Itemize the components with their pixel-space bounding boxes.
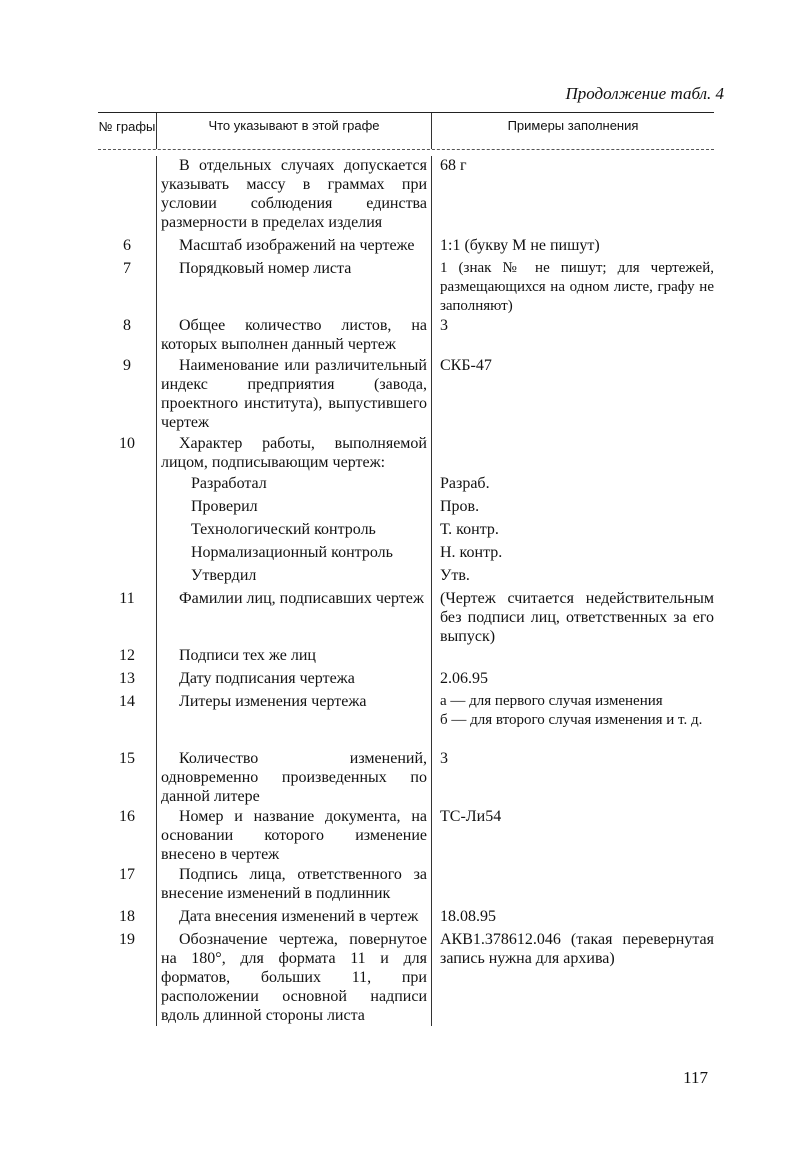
- table-row: [98, 646, 714, 669]
- row-example: 3: [440, 317, 448, 334]
- row-description: Подпись лица, ответственного за внесение изменений в подлинник: [156, 865, 432, 907]
- row-example: Н. контр.: [440, 544, 503, 561]
- example-line-2: б — для второго случая изменения и т. д.: [440, 712, 703, 728]
- row-number: [98, 474, 156, 497]
- header-col-what: Что указывают в этой графе: [156, 113, 431, 149]
- row-description: Разработал: [156, 474, 432, 497]
- table-row: [98, 692, 714, 749]
- row-example: [432, 692, 714, 749]
- table-row: [98, 865, 714, 907]
- row-number: 16: [119, 808, 135, 825]
- row-example: СКБ-47: [440, 357, 492, 374]
- row-number: 10: [119, 435, 135, 452]
- row-number: [98, 520, 156, 543]
- row-description: Номер и название документа, на основании которого изменение внесено в чертеж: [156, 807, 432, 865]
- row-description: Нормализационный контроль: [156, 543, 432, 566]
- row-example: Т. контр.: [440, 521, 499, 538]
- row-example: 1:1 (букву М не пишут): [440, 237, 600, 254]
- row-example: 3: [440, 750, 448, 767]
- row-number: 9: [123, 357, 131, 374]
- table-caption: Продолжение табл. 4: [565, 84, 724, 103]
- data-table: [98, 112, 714, 1026]
- table-row: [98, 669, 714, 692]
- table-body: [98, 156, 714, 1026]
- table-row: [98, 543, 714, 566]
- row-description: Количество изменений, одновременно произведенных по данной литере: [156, 749, 432, 807]
- table-row: [98, 316, 714, 356]
- row-description: Общее количество листов, на которых выполнен данный чертеж: [156, 316, 432, 356]
- row-example: [432, 646, 714, 669]
- row-description: Литеры изменения чертежа: [156, 692, 432, 749]
- table-row: [98, 930, 714, 1026]
- table-row: [98, 236, 714, 259]
- row-example: Утв.: [440, 567, 470, 584]
- table-row: [98, 156, 714, 236]
- row-description: Подписи тех же лиц: [156, 646, 432, 669]
- row-number: 6: [123, 237, 131, 254]
- row-description: Проверил: [156, 497, 432, 520]
- table-row: [98, 474, 714, 497]
- row-description: Масштаб изображений на чертеже: [156, 236, 432, 259]
- row-example: Разраб.: [440, 475, 490, 492]
- table-row: [98, 259, 714, 316]
- page-number: 117: [683, 1068, 708, 1087]
- row-number: [98, 156, 156, 236]
- row-description: Дату подписания чертежа: [156, 669, 432, 692]
- table-row: [98, 520, 714, 543]
- table-row: [98, 589, 714, 646]
- row-number: [98, 566, 156, 589]
- table-row: [98, 907, 714, 930]
- row-description: Фамилии лиц, подписавших чертеж: [156, 589, 432, 646]
- row-example: 2.06.95: [440, 670, 488, 687]
- row-number: [98, 543, 156, 566]
- row-example: [432, 434, 714, 474]
- table-row: [98, 434, 714, 474]
- row-description: Утвердил: [156, 566, 432, 589]
- row-example: 18.08.95: [440, 908, 496, 925]
- row-number: 12: [119, 647, 135, 664]
- row-number: [98, 497, 156, 520]
- row-description: Дата внесения изменений в чертеж: [156, 907, 432, 930]
- table-row: [98, 356, 714, 434]
- row-number: 7: [123, 260, 131, 277]
- row-example: Пров.: [440, 498, 480, 515]
- table-header: [98, 113, 714, 150]
- header-col-number: № графы: [98, 119, 156, 134]
- row-number: 14: [119, 693, 135, 710]
- row-description: Наименование или различительный индекс предприятия (завода, проектного института), выпустившего чертеж: [156, 356, 432, 434]
- table-row: [98, 566, 714, 589]
- example-line-1: а — для первого случая изменения: [440, 693, 663, 709]
- header-col-example: Примеры заполнения: [431, 113, 714, 149]
- row-number: 13: [119, 670, 135, 687]
- row-number: 8: [123, 317, 131, 334]
- table-row: [98, 497, 714, 520]
- row-description: В отдельных случаях допускается указывать массу в граммах при условии соблюдения единства размерности в пределах изделия: [156, 156, 432, 236]
- row-example: [432, 865, 714, 907]
- row-example: ТС-Ли54: [440, 808, 502, 825]
- row-number: 19: [119, 931, 135, 948]
- row-description: Порядковый номер листа: [156, 259, 432, 316]
- row-number: 15: [119, 750, 135, 767]
- row-description: Обозначение чертежа, повернутое на 180°, для формата 11 и для форматов, больших 11, при расположении основной надписи вдоль длинной стороны листа: [156, 930, 432, 1026]
- row-example: 1 (знак № не пишут; для чертежей, размещающихся на одном листе, графу не заполняют): [440, 260, 714, 314]
- row-example: АКВ1.378612.046 (такая перевернутая запись нужна для архива): [440, 931, 714, 967]
- table-row: [98, 749, 714, 807]
- row-description: Технологический контроль: [156, 520, 432, 543]
- row-description: Характер работы, выполняемой лицом, подписывающим чертеж:: [156, 434, 432, 474]
- row-number: 17: [119, 866, 135, 883]
- row-example: (Чертеж считается недействительным без подписи лиц, ответственных за его выпуск): [440, 590, 714, 645]
- table-row: [98, 807, 714, 865]
- row-number: 11: [119, 590, 135, 607]
- row-number: 18: [119, 908, 135, 925]
- row-example: 68 г: [440, 157, 467, 174]
